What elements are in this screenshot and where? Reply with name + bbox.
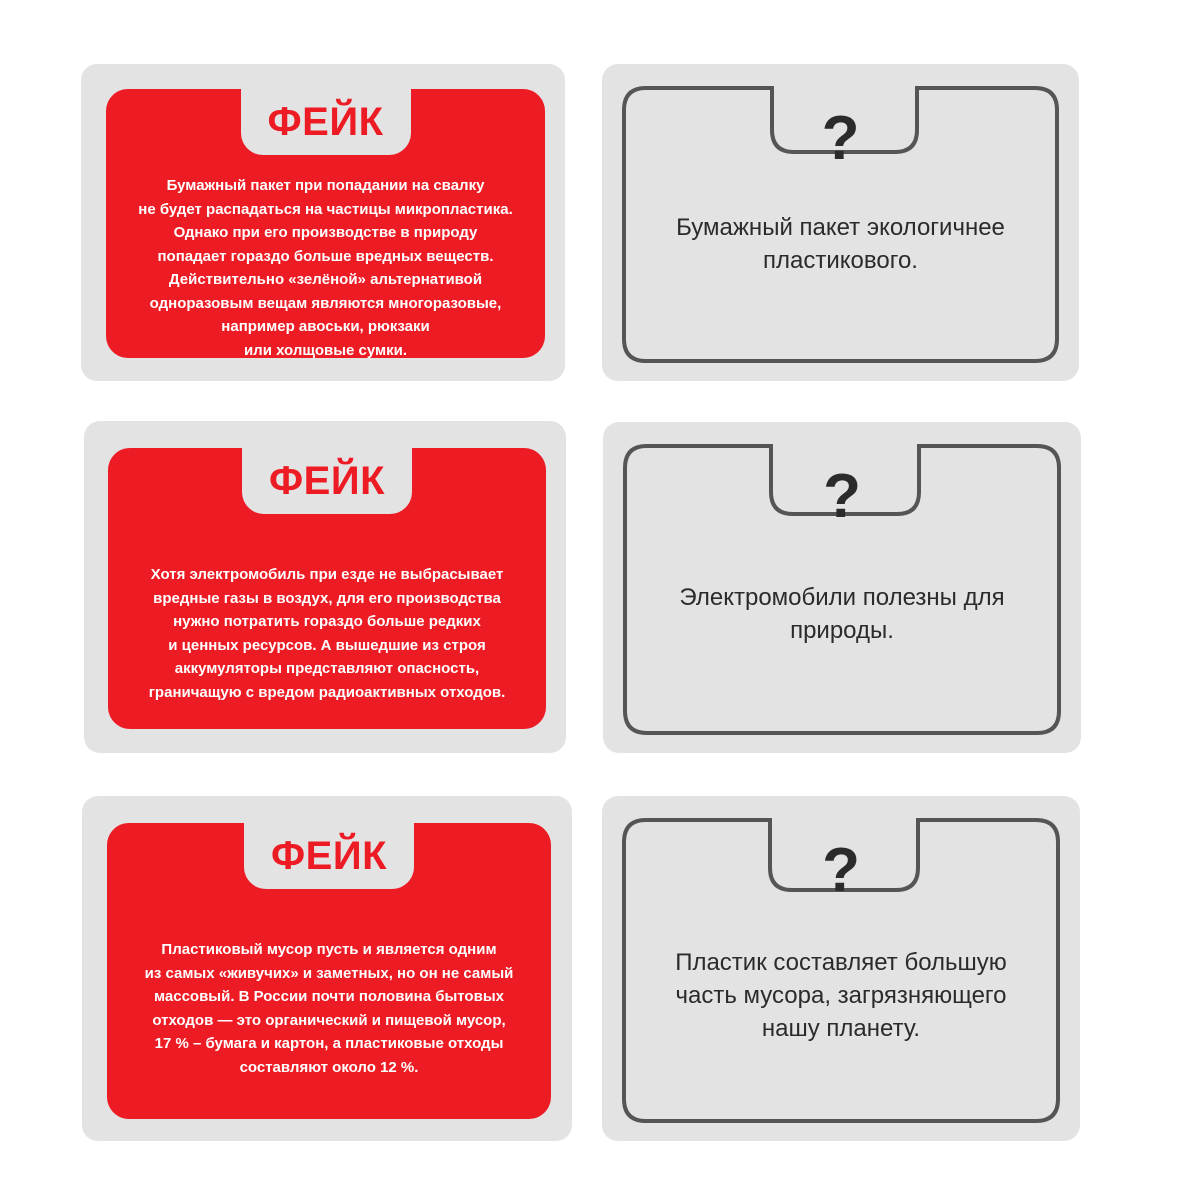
question-line: Бумажный пакет экологичнее [676,214,1005,241]
question-line: нашу планету. [761,1015,921,1042]
question-card [602,796,1080,1141]
question-mark-icon: ? [822,836,860,905]
question-line: Электромобили полезны для [679,584,1005,611]
question-frame [625,446,1059,733]
answer-line: аккумуляторы представляют опасность, [174,660,480,677]
answer-line: граничащую с вредом радиоактивных отходов. [148,683,506,701]
answer-line: не будет распадаться на частицы микропластика. [138,200,513,218]
question-card [603,422,1081,753]
answer-line: 17 % – бумага и картон, а пластиковые отходы [154,1035,504,1052]
answer-card [81,64,565,381]
answer-panel [107,823,551,1119]
answer-line: нужно потратить гораздо больше редких [173,613,481,630]
question-line: Пластик составляет большую [675,949,1007,976]
answer-label-tab: ФЕЙК [242,448,412,514]
answer-label-tab: ФЕЙК [244,823,414,889]
question-text [664,946,1018,1045]
question-mark-icon: ? [823,462,861,531]
question-frame [624,820,1058,1121]
answer-text [126,563,528,704]
answer-line: вредные газы в воздух, для его производства [153,589,501,607]
answer-label-tab: ФЕЙК [241,89,411,155]
answer-line: Однако при его производстве в природу [173,224,478,241]
answer-line: и ценных ресурсов. А вышедшие из строя [168,636,486,654]
answer-text [125,938,533,1079]
answer-line: из самых «живучих» и заметных, но он не самый [144,964,514,982]
question-line: пластикового. [763,247,918,274]
answer-line: например авоськи, рюкзаки [221,318,430,335]
answer-line: массовый. В России почти половина бытовых [154,988,504,1005]
answer-panel [106,89,545,358]
question-text [664,211,1017,277]
answer-line: отходов — это органический и пищевой мусор, [152,1011,506,1029]
answer-line: или холщовые сумки. [243,341,408,358]
question-line: природы. [790,617,894,644]
question-text [665,581,1019,647]
answer-line: составляют около 12 %. [239,1058,419,1076]
answer-line: Действительно «зелёной» альтернативой [168,271,483,288]
answer-line: Пластиковый мусор пусть и является одним [161,941,497,958]
answer-text [124,174,527,358]
question-line: часть мусора, загрязняющего [675,982,1007,1009]
answer-line: Бумажный пакет при попадании на свалку [166,177,485,194]
answer-line: Хотя электромобиль при езде не выбрасывает [150,566,504,583]
answer-line: попадает гораздо больше вредных веществ. [157,247,494,265]
question-card [602,64,1079,381]
question-frame [624,88,1057,361]
answer-card [84,421,566,753]
answer-line: одноразовым вещам являются многоразовые, [149,294,502,312]
answer-card [82,796,572,1141]
question-mark-icon: ? [821,104,860,173]
answer-panel [108,448,546,729]
